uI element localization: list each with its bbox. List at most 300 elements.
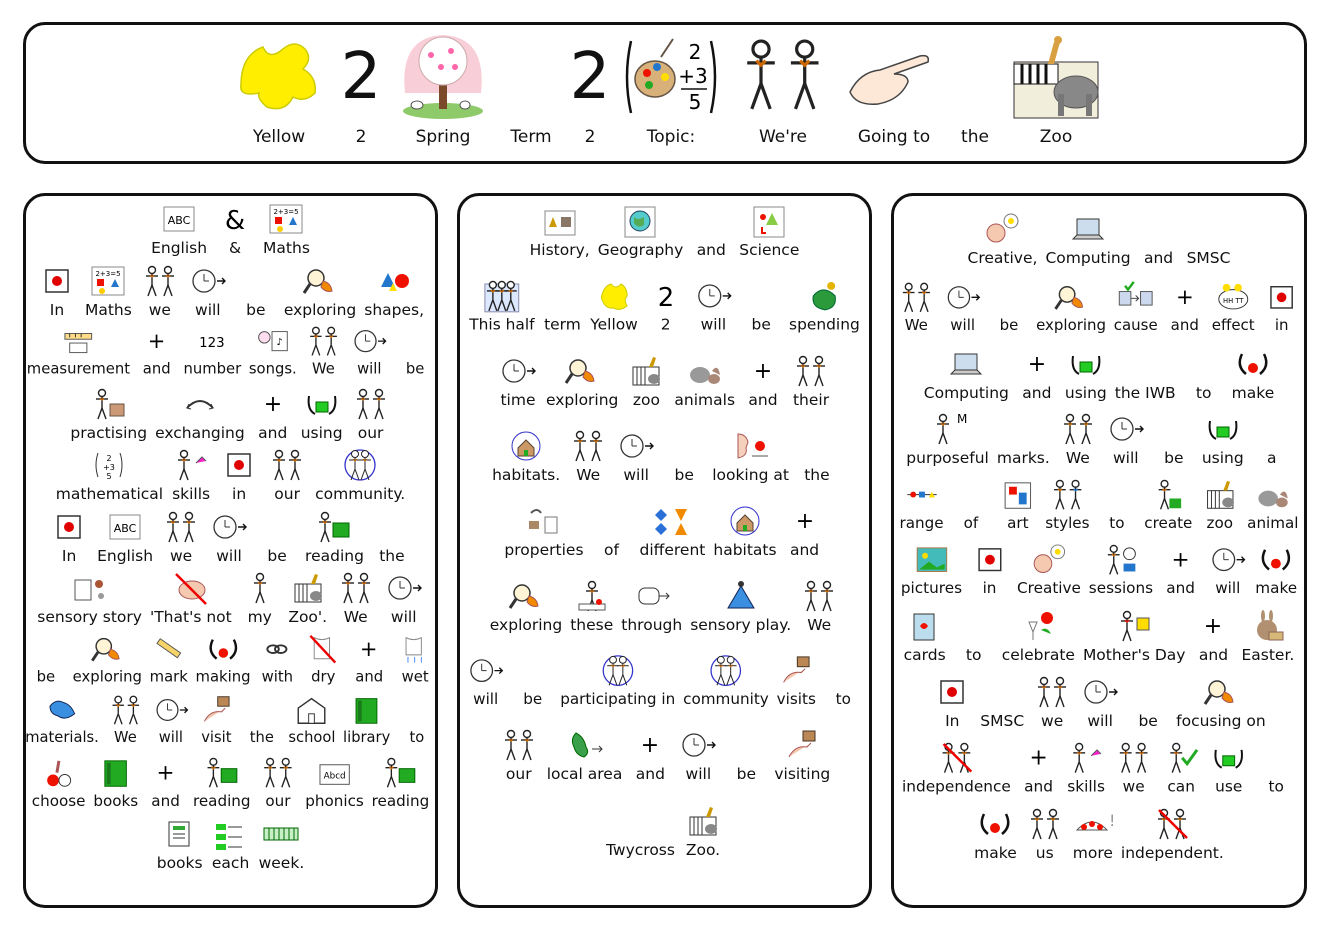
word-label: mathematical [55, 485, 164, 503]
clock-icon [350, 323, 388, 359]
word-label: and [696, 241, 726, 259]
clock-icon [678, 726, 718, 764]
symbol-word [1172, 673, 1270, 731]
people-icon [267, 446, 307, 484]
symbol-word [301, 508, 368, 566]
svg-text:Abcd: Abcd [323, 771, 346, 782]
more-icon [1073, 805, 1116, 843]
choose-icon [39, 754, 78, 791]
big-number-2: 2 [340, 40, 382, 114]
col1-sentence-row [32, 446, 429, 504]
creative-icon [982, 210, 1022, 248]
symbol-word [770, 726, 834, 784]
svg-text:+3: +3 [678, 64, 708, 88]
yellow-splash-icon [594, 277, 634, 315]
symbol-word [1248, 410, 1296, 468]
symbol-word [739, 352, 787, 410]
word-label: be [1138, 712, 1158, 730]
topic-icon [621, 33, 721, 121]
123-symbol [193, 323, 231, 359]
col3-sentence-row [900, 541, 1298, 598]
make-icon [1257, 541, 1296, 578]
magnifier-icon [300, 262, 340, 300]
word-label: 2 [660, 315, 671, 334]
word-label: each [211, 854, 250, 872]
word-label: to [835, 690, 851, 708]
symbol-word [192, 631, 255, 686]
person-icon [240, 569, 280, 607]
word-label: English [151, 239, 208, 257]
word-label: local area [546, 765, 623, 783]
people-icon [791, 352, 831, 390]
symbol-word [1032, 279, 1110, 335]
word-label: Science [739, 241, 800, 259]
word-label: community [683, 690, 769, 708]
svg-text:+: + [263, 392, 282, 417]
animals-icon [1253, 476, 1292, 513]
word-label: sensory story [37, 608, 142, 626]
col1-sentence-row [32, 815, 429, 873]
clock-icon [1208, 541, 1247, 578]
word-label: measurement [26, 360, 131, 378]
word-label: In [61, 547, 77, 565]
symbol-word [1135, 210, 1183, 268]
styles-icon [1048, 476, 1087, 513]
magnifier-icon [1052, 279, 1091, 316]
blank-symbol [236, 262, 276, 300]
word-label: materials. [25, 728, 99, 747]
visit-icon [777, 652, 816, 689]
symbol-word [1054, 410, 1102, 468]
clock-icon [694, 277, 734, 315]
word-label: we [148, 301, 171, 319]
history-geography-science-panel [457, 193, 872, 908]
word-label: We [807, 616, 832, 634]
symbol-word [1124, 673, 1172, 731]
symbol-word [253, 508, 301, 566]
symbol-word [686, 577, 795, 635]
people-icon [1025, 805, 1065, 843]
col3-sentence-row [902, 739, 1296, 796]
cloth-icon [43, 692, 81, 728]
word-label: and [1022, 384, 1052, 402]
symbol-word [679, 802, 727, 860]
blank-symbol [257, 508, 297, 546]
symbol-word [332, 569, 380, 627]
habitat-icon [725, 502, 765, 540]
word-label: to [409, 728, 425, 747]
header-word: Term [510, 127, 552, 147]
symbol-word [1110, 739, 1158, 796]
blank-symbol [1125, 345, 1165, 383]
big-number [570, 33, 611, 121]
symbol-word [146, 631, 192, 686]
word-label: dry [311, 668, 336, 686]
symbol-word [136, 262, 184, 320]
in-icon [49, 508, 89, 546]
blank-symbol [243, 692, 281, 728]
svg-text:+: + [795, 509, 814, 534]
plus-symbol [253, 385, 293, 423]
word-label: to [1268, 777, 1284, 796]
word-label: the [249, 728, 274, 747]
word-label: their [792, 391, 830, 409]
reading-icon [381, 754, 420, 791]
word-label: be [246, 301, 266, 319]
word-label: independent. [1120, 844, 1224, 862]
word-label: using [300, 424, 343, 442]
symbol-word [215, 446, 263, 504]
symbol-word [1204, 541, 1251, 598]
blank-symbol [398, 692, 436, 728]
symbol-word [735, 202, 803, 260]
word-label: our [274, 485, 300, 503]
community-icon [340, 446, 380, 484]
symbol-word [674, 726, 722, 784]
word-label: to [1195, 384, 1212, 402]
word-label: cause [1113, 316, 1158, 335]
word-label: making [195, 668, 251, 686]
svg-text:+3: +3 [103, 463, 116, 472]
symbol-word [249, 385, 297, 443]
word-label: the IWB [1114, 384, 1176, 402]
symbol-word [194, 692, 239, 747]
word-label: will [685, 765, 712, 783]
col1-sentence-row [26, 323, 425, 378]
blank-symbol [726, 726, 766, 764]
blank-symbol [691, 202, 731, 240]
symbol-word [902, 410, 993, 468]
word-label: and [1166, 579, 1195, 598]
word-label: these [570, 616, 614, 634]
symbol-word [773, 652, 820, 709]
header-word: Going to [857, 127, 931, 147]
zoo-icon [683, 802, 723, 840]
map-icon [565, 726, 605, 764]
symbol-word [69, 631, 146, 686]
visit-icon [197, 692, 235, 728]
symbol-word [526, 202, 594, 260]
word-label: pictures [900, 579, 963, 598]
symbol-word [588, 502, 636, 560]
magnifier-icon [562, 352, 602, 390]
symbol-word [300, 631, 346, 686]
blank-symbol [951, 476, 990, 513]
word-label: books [93, 792, 139, 810]
svg-text:+: + [1027, 352, 1047, 377]
svg-text:+: + [753, 359, 773, 384]
not-icon [171, 569, 211, 607]
book-icon [96, 754, 135, 791]
word-label: community. [315, 485, 406, 503]
col2-sentence-row [466, 502, 863, 560]
symbol-word [898, 739, 1015, 796]
word-label: SMSC [980, 712, 1025, 730]
word-label: & [229, 239, 242, 257]
clock-icon [1106, 410, 1146, 448]
symbol-word [148, 692, 193, 747]
word-label: zoo [1206, 514, 1234, 532]
word-label: the [379, 547, 405, 565]
word-label: to [1109, 514, 1125, 532]
col3-sentence-row [904, 279, 1291, 335]
zoo-icon [288, 569, 328, 607]
symbol-word [920, 345, 1013, 403]
word-label: be [36, 668, 56, 686]
col2-sentence-row [466, 202, 863, 260]
svg-text:&: & [224, 206, 246, 236]
community-icon [598, 652, 637, 689]
blank-symbol [513, 652, 552, 689]
symbol-word [566, 577, 617, 635]
svg-text:ABC: ABC [167, 214, 191, 227]
skills-icon [171, 446, 211, 484]
header-item-7 [728, 33, 838, 159]
symbol-word [254, 631, 300, 686]
zoo-icon [1200, 476, 1239, 513]
word-label: skills [172, 485, 211, 503]
word-label: Geography [597, 241, 684, 259]
using-icon [1203, 410, 1243, 448]
blank-symbol [1003, 410, 1043, 448]
num2-symbol [646, 277, 686, 315]
word-label: We [576, 466, 601, 484]
clock-icon [384, 569, 424, 607]
word-label: will [473, 690, 499, 708]
word-label: my [247, 608, 272, 626]
independent-icon [937, 739, 977, 777]
symbol-word [1183, 210, 1235, 268]
symbol-word [539, 277, 587, 335]
symbol-word [939, 279, 985, 335]
word-label: number [183, 360, 242, 378]
svg-text:2: 2 [106, 454, 112, 463]
word-label: We [114, 728, 137, 747]
symbol-word [964, 210, 1042, 268]
reading-icon [202, 754, 241, 791]
symbol-word [255, 815, 309, 873]
symbol-word [184, 262, 232, 320]
word-label: our [505, 765, 532, 783]
symbol-word [1093, 476, 1140, 533]
word-label: Mother's Day [1082, 646, 1186, 664]
word-label: and [355, 668, 384, 686]
col1-sentence-row [25, 692, 425, 747]
word-label: the [804, 466, 830, 484]
word-label: sessions [1088, 579, 1154, 598]
word-label: create [1144, 514, 1193, 532]
svg-text:+: + [641, 733, 660, 758]
col1-sentence-row [32, 569, 429, 627]
svg-text:+: + [156, 760, 175, 786]
symbol-word [486, 577, 566, 635]
svg-text:+: + [1171, 547, 1190, 573]
word-label: will [1215, 579, 1241, 598]
word-label: celebrate [1001, 646, 1075, 664]
word-label: will [700, 315, 727, 334]
blank-symbol [543, 277, 583, 315]
svg-text:2+3=5: 2+3=5 [95, 270, 121, 278]
symbol-word [285, 692, 340, 747]
easter-icon [1248, 607, 1288, 645]
word-label: We [312, 360, 335, 378]
svg-text:+: + [1204, 614, 1223, 639]
word-label: effect [1211, 316, 1255, 335]
symbol-word [976, 673, 1028, 731]
word-label: of [963, 514, 979, 532]
col1-sentence-row [31, 754, 430, 811]
word-label: be [674, 466, 694, 484]
header-word: Yellow [252, 127, 306, 147]
svg-text:+: + [147, 328, 166, 353]
symbol-word [167, 446, 215, 504]
word-label: animals [674, 391, 736, 409]
word-label: participating in [560, 690, 676, 708]
svg-text:+: + [1175, 285, 1194, 311]
community-icon [706, 652, 745, 689]
svg-text:2: 2 [657, 282, 674, 313]
clock-icon [466, 652, 505, 689]
zoo-icon [626, 352, 666, 390]
symbol-word [368, 754, 433, 811]
word-label: will [390, 608, 417, 626]
svg-text:5: 5 [106, 472, 112, 481]
in-icon [219, 446, 259, 484]
dry-icon [304, 631, 342, 667]
symbol-word [612, 427, 660, 485]
blank-symbol [396, 323, 434, 359]
word-label: a [1266, 449, 1277, 467]
symbol-word [66, 385, 151, 443]
word-label: wet [401, 668, 429, 686]
symbol-word [254, 754, 301, 811]
blank-symbol [1252, 410, 1292, 448]
blank-symbol [1256, 739, 1296, 777]
word-label: reading [192, 792, 251, 810]
word-label: of [604, 541, 619, 559]
word-label: In [49, 301, 65, 319]
symbol-word [1076, 673, 1124, 731]
word-label: exploring [1036, 316, 1107, 335]
clock-icon [498, 352, 538, 390]
word-label: exploring [283, 301, 357, 319]
word-label: be [1164, 449, 1184, 467]
make-icon [1233, 345, 1273, 383]
word-label: be [736, 765, 757, 783]
half-icon [482, 277, 522, 315]
symbol-word [1157, 739, 1205, 796]
word-label: can [1167, 777, 1195, 796]
symbol-word [23, 631, 69, 686]
symbol-word [311, 446, 409, 504]
word-label: our [357, 424, 384, 442]
symbol-word [893, 279, 939, 335]
word-label: be [751, 315, 771, 334]
word-label: Zoo. [685, 841, 721, 859]
word-label: be [999, 316, 1019, 335]
symbol-word [297, 385, 347, 443]
header-item-6 [616, 33, 726, 159]
word-label: Maths [263, 239, 310, 257]
col2-sentence-row [467, 277, 862, 335]
week-icon [261, 815, 301, 853]
symbol-word [103, 692, 148, 747]
measure-icon [59, 323, 97, 359]
symbol-word [263, 446, 311, 504]
word-label: will [158, 728, 183, 747]
symbol-word [820, 652, 867, 709]
songs-icon [254, 323, 292, 359]
symbol-word [1140, 476, 1196, 533]
people-icon [161, 508, 201, 546]
symbol-word [1110, 279, 1162, 335]
symbol-word [1180, 345, 1228, 403]
symbol-word [1208, 279, 1259, 335]
plus-symbol [146, 754, 185, 791]
symbol-word [1041, 476, 1093, 533]
word-label: make [1255, 579, 1298, 598]
shapes-icon [374, 262, 414, 300]
col1-sentence-row [32, 508, 429, 566]
people-icon [106, 692, 144, 728]
word-label: and [258, 424, 288, 442]
word-label: Computing [923, 384, 1009, 402]
plus-symbol [1193, 607, 1233, 645]
creative-computing-smsc-panel [891, 193, 1307, 908]
in-icon [932, 673, 972, 711]
symbol-word [488, 427, 564, 485]
symbol-word [1079, 607, 1190, 665]
symbol-word [947, 476, 994, 533]
symbol-word [1162, 279, 1208, 335]
laptop-icon [946, 345, 986, 383]
using-icon [1209, 739, 1249, 777]
through-icon [632, 577, 672, 615]
create-icon [1149, 476, 1188, 513]
blank-symbol [990, 279, 1029, 316]
symbol-word [284, 569, 332, 627]
books-icon [160, 815, 200, 853]
word-label: styles [1045, 514, 1090, 532]
symbol-word [785, 277, 864, 335]
symbol-word [636, 502, 710, 560]
phonics-icon [315, 754, 354, 791]
creative-icon [1029, 541, 1068, 578]
word-label: marks. [996, 449, 1050, 467]
people-icon [1114, 739, 1154, 777]
blank-symbol [954, 607, 994, 645]
symbol-word [189, 754, 254, 811]
reading-icon [314, 508, 354, 546]
laptop-icon [1068, 210, 1108, 248]
symbol-word [1198, 410, 1248, 468]
word-label: we [1122, 777, 1145, 796]
word-label: Maths [84, 301, 132, 319]
svg-text:+: + [360, 635, 379, 661]
word-label: through [621, 616, 683, 634]
exchange-icon [180, 385, 220, 423]
word-label: SMSC [1186, 249, 1231, 267]
word-label: make [974, 844, 1017, 862]
big-number-2: 2 [569, 40, 611, 114]
look-icon [731, 427, 771, 465]
word-label: exchanging [155, 424, 245, 442]
symbol-word [1196, 476, 1243, 533]
word-label: will [216, 547, 242, 565]
word-label: use [1215, 777, 1243, 796]
symbol-word [897, 541, 966, 598]
symbol-word [147, 200, 211, 258]
